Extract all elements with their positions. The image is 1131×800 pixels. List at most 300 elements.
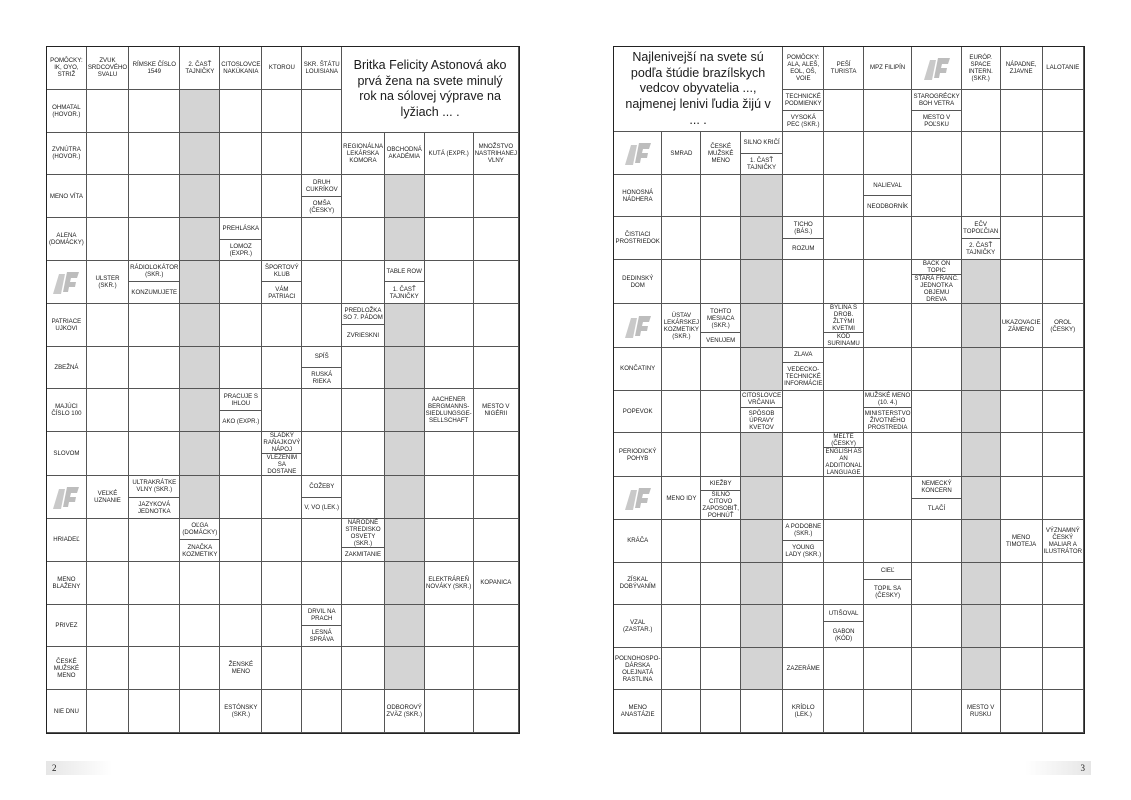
puzzle-logo-icon (614, 477, 662, 520)
answer-cell[interactable] (824, 563, 863, 606)
answer-cell[interactable] (824, 477, 863, 520)
answer-cell[interactable] (220, 175, 262, 218)
clue-top: TOHTO MESIACA (SKR.) (701, 304, 740, 333)
clue-top: RÁDIOLOKÁTOR (SKR.) (129, 261, 179, 282)
clue-bottom: V, VO (LEK.) (304, 504, 340, 512)
row-label: HRIADEĽ (47, 519, 87, 562)
answer-cell[interactable] (180, 647, 220, 690)
answer-cell[interactable] (425, 519, 474, 562)
split-clue-cell (342, 304, 385, 347)
answer-cell[interactable] (129, 175, 180, 218)
answer-cell[interactable] (87, 347, 129, 390)
answer-cell[interactable] (912, 217, 961, 260)
answer-cell[interactable] (1043, 391, 1084, 434)
answer-cell[interactable] (1043, 433, 1084, 477)
answer-cell[interactable] (1001, 690, 1043, 733)
shaded-cell[interactable] (180, 347, 220, 390)
answer-cell[interactable] (1043, 175, 1084, 218)
answer-cell[interactable] (474, 304, 519, 347)
answer-cell[interactable] (425, 690, 474, 733)
split-clue-cell (912, 477, 961, 520)
answer-cell[interactable] (474, 175, 519, 218)
shaded-cell[interactable] (741, 175, 783, 218)
answer-cell[interactable] (1001, 217, 1043, 260)
answer-cell[interactable] (262, 133, 302, 176)
answer-cell[interactable] (912, 348, 961, 391)
answer-cell[interactable] (824, 648, 863, 691)
answer-cell[interactable] (262, 647, 302, 690)
answer-cell[interactable] (783, 605, 824, 648)
answer-cell[interactable] (824, 690, 863, 733)
shaded-cell[interactable] (741, 605, 783, 648)
answer-cell[interactable] (741, 690, 783, 733)
answer-cell[interactable] (864, 648, 913, 691)
answer-cell[interactable] (912, 690, 961, 733)
clue-bottom: STARÁ FRANC. JEDNOTKA OBJEMU DREVA (914, 275, 959, 304)
shaded-cell[interactable] (385, 218, 425, 261)
answer-cell[interactable] (1043, 648, 1084, 691)
shaded-cell[interactable] (385, 347, 425, 390)
clue-top: ZLAVA (783, 348, 823, 363)
clue-top: NEMECKÝ KONCERN (912, 477, 960, 498)
answer-cell[interactable] (425, 261, 474, 304)
answer-cell[interactable] (824, 520, 863, 563)
answer-cell[interactable] (1043, 217, 1084, 260)
split-clue-cell (912, 260, 961, 304)
answer-cell[interactable] (824, 391, 863, 434)
answer-cell[interactable] (342, 261, 385, 304)
answer-cell[interactable] (87, 218, 129, 261)
answer-cell[interactable] (662, 648, 701, 691)
answer-cell[interactable] (824, 132, 863, 175)
answer-cell[interactable] (129, 347, 180, 390)
answer-cell[interactable] (342, 432, 385, 476)
answer-cell[interactable] (1043, 90, 1084, 133)
answer-cell[interactable] (129, 690, 180, 733)
clue-bottom: ENGLISH AS AN ADDITIONAL LANGUAGE (825, 448, 862, 477)
row-label: PERIODICKÝ POHYB (614, 433, 662, 477)
answer-cell[interactable] (783, 391, 824, 434)
answer-cell[interactable] (662, 391, 701, 434)
shaded-cell[interactable] (180, 133, 220, 176)
answer-cell[interactable] (129, 304, 180, 347)
answer-cell[interactable] (87, 175, 129, 218)
answer-cell[interactable] (262, 175, 302, 218)
answer-cell[interactable] (864, 605, 913, 648)
clue-cell: SMRAD (662, 132, 701, 175)
answer-cell[interactable] (180, 605, 220, 648)
shaded-cell[interactable] (962, 391, 1001, 434)
answer-cell[interactable] (87, 304, 129, 347)
clue-cell: AACHENER BERGMANNS-SIEDLUNGSGE-SELLSCHAFT (425, 389, 474, 432)
answer-cell[interactable] (220, 133, 262, 176)
answer-cell[interactable] (474, 432, 519, 476)
shaded-cell[interactable] (180, 175, 220, 218)
answer-cell[interactable] (180, 562, 220, 605)
clue-cell: MENO IDY (662, 477, 701, 520)
shaded-cell[interactable] (962, 563, 1001, 606)
answer-cell[interactable] (262, 476, 302, 519)
clue-bottom: MINISTERSTVO ŽIVOTNÉHO PROSTREDIA (864, 409, 911, 431)
answer-cell[interactable] (220, 304, 262, 347)
shaded-cell[interactable] (385, 175, 425, 218)
answer-cell[interactable] (342, 647, 385, 690)
answer-cell[interactable] (864, 520, 913, 563)
answer-cell[interactable] (220, 476, 262, 519)
answer-cell[interactable] (962, 90, 1001, 133)
answer-cell[interactable] (129, 519, 180, 562)
answer-cell[interactable] (87, 690, 129, 733)
clue-cell: KOPANICA (474, 562, 519, 605)
clue-top: ULTRAKRÁTKE VLNY (SKR.) (129, 476, 179, 497)
clue-bottom: 2. ČASŤ TAJNIČKY (966, 241, 996, 256)
answer-cell[interactable] (1001, 348, 1043, 391)
answer-cell[interactable] (912, 563, 961, 606)
shaded-cell[interactable] (741, 433, 783, 477)
row-label: SLOVOM (47, 432, 87, 476)
answer-cell[interactable] (262, 605, 302, 648)
answer-cell[interactable] (783, 260, 824, 304)
shaded-cell[interactable] (962, 605, 1001, 648)
answer-cell[interactable] (87, 647, 129, 690)
answer-cell[interactable] (87, 133, 129, 176)
answer-cell[interactable] (87, 432, 129, 476)
answer-cell[interactable] (425, 647, 474, 690)
answer-cell[interactable] (864, 433, 913, 477)
answer-cell[interactable] (342, 605, 385, 648)
answer-cell[interactable] (701, 433, 741, 477)
answer-cell[interactable] (1001, 175, 1043, 218)
answer-cell[interactable] (1043, 605, 1084, 648)
clue-top: NALIEVAL (864, 175, 912, 196)
clue-top: MEĽTE (ČESKY) (824, 433, 862, 448)
row-label: POPEVOK (614, 391, 662, 434)
answer-cell[interactable] (783, 477, 824, 520)
clue-bottom: KÓD SURINAMU (827, 333, 860, 348)
answer-cell[interactable] (1043, 348, 1084, 391)
clue-bottom: SPÔSOB ÚPRAVY KVETOV (748, 409, 775, 431)
shaded-cell[interactable] (385, 476, 425, 519)
answer-cell[interactable] (962, 132, 1001, 175)
split-clue-cell (180, 519, 220, 562)
split-clue-cell (912, 90, 961, 133)
answer-cell[interactable] (425, 476, 474, 519)
answer-cell[interactable] (701, 348, 741, 391)
answer-cell[interactable] (474, 690, 519, 733)
clue-top: TABLE ROW (385, 261, 424, 282)
answer-cell[interactable] (262, 519, 302, 562)
answer-cell[interactable] (302, 261, 342, 304)
clue-top: BACK ON TOPIC (912, 260, 960, 275)
clue-cell: OBCHODNÁ AKADÉMIA (385, 133, 425, 176)
answer-cell[interactable] (425, 605, 474, 648)
shaded-cell[interactable] (180, 476, 220, 519)
split-clue-cell (220, 218, 262, 261)
clue-bottom: ZVRIESKNI (346, 331, 380, 339)
split-clue-cell (864, 391, 913, 434)
split-clue-cell (220, 389, 262, 432)
answer-cell[interactable] (87, 519, 129, 562)
answer-cell[interactable] (220, 432, 262, 476)
answer-cell[interactable] (129, 90, 180, 133)
split-clue-cell (302, 605, 342, 648)
shaded-cell[interactable] (962, 520, 1001, 563)
split-clue-cell (302, 347, 342, 390)
answer-cell[interactable] (864, 690, 913, 733)
answer-cell[interactable] (662, 605, 701, 648)
answer-cell[interactable] (783, 132, 824, 175)
shaded-cell[interactable] (741, 563, 783, 606)
puzzle-logo-icon (912, 47, 961, 90)
answer-cell[interactable] (662, 348, 701, 391)
shaded-cell[interactable] (180, 261, 220, 304)
shaded-cell[interactable] (962, 477, 1001, 520)
answer-cell[interactable] (180, 690, 220, 733)
answer-cell[interactable] (701, 648, 741, 691)
clue-cell: PEŠÍ TURISTA (824, 47, 863, 90)
answer-cell[interactable] (129, 562, 180, 605)
shaded-cell[interactable] (385, 432, 425, 476)
shaded-cell[interactable] (741, 348, 783, 391)
answer-cell[interactable] (342, 389, 385, 432)
answer-cell[interactable] (662, 563, 701, 606)
answer-cell[interactable] (1001, 605, 1043, 648)
shaded-cell[interactable] (962, 433, 1001, 477)
answer-cell[interactable] (87, 562, 129, 605)
answer-cell[interactable] (302, 690, 342, 733)
answer-cell[interactable] (342, 218, 385, 261)
answer-cell[interactable] (342, 562, 385, 605)
answer-cell[interactable] (701, 391, 741, 434)
row-label: MENO VÍTA (47, 175, 87, 218)
clue-cell: MESTO V NIGÉRII (474, 389, 519, 432)
split-clue-cell (864, 175, 913, 218)
answer-cell[interactable] (425, 347, 474, 390)
answer-cell[interactable] (474, 218, 519, 261)
answer-cell[interactable] (1001, 433, 1043, 477)
answer-cell[interactable] (701, 217, 741, 260)
answer-cell[interactable] (342, 476, 385, 519)
answer-cell[interactable] (864, 217, 913, 260)
answer-cell[interactable] (912, 304, 961, 348)
answer-cell[interactable] (474, 605, 519, 648)
clue-bottom: VEDECKO-TECHNICKÉ INFORMÁCIE (784, 365, 823, 387)
clue-cell: POMÔCKY: ALA, ALEŠ, EOL, OŠ, VOIE (783, 47, 824, 90)
clue-cell: ELEKTRÁREŇ NOVÁKY (SKR.) (425, 562, 474, 605)
answer-cell[interactable] (864, 132, 913, 175)
answer-cell[interactable] (129, 605, 180, 648)
answer-cell[interactable] (962, 175, 1001, 218)
answer-cell[interactable] (783, 175, 824, 218)
answer-cell[interactable] (662, 690, 701, 733)
answer-cell[interactable] (302, 389, 342, 432)
row-label: KONČATINY (614, 348, 662, 391)
answer-cell[interactable] (1001, 648, 1043, 691)
answer-cell[interactable] (783, 304, 824, 348)
split-clue-cell (783, 217, 824, 260)
answer-cell[interactable] (1001, 90, 1043, 133)
answer-cell[interactable] (262, 304, 302, 347)
answer-cell[interactable] (220, 261, 262, 304)
shaded-cell[interactable] (741, 217, 783, 260)
answer-cell[interactable] (342, 175, 385, 218)
answer-cell[interactable] (342, 690, 385, 733)
shaded-cell[interactable] (741, 520, 783, 563)
answer-cell[interactable] (474, 261, 519, 304)
right-crossword-grid (613, 46, 1085, 734)
answer-cell[interactable] (1043, 132, 1084, 175)
answer-cell[interactable] (783, 563, 824, 606)
clue-top: ČOŽEBY (302, 476, 341, 497)
answer-cell[interactable] (220, 562, 262, 605)
shaded-cell[interactable] (180, 90, 220, 133)
answer-cell[interactable] (864, 304, 913, 348)
answer-cell[interactable] (220, 519, 262, 562)
shaded-cell[interactable] (741, 260, 783, 304)
answer-cell[interactable] (1043, 563, 1084, 606)
answer-cell[interactable] (129, 389, 180, 432)
answer-cell[interactable] (864, 260, 913, 304)
split-clue-cell (741, 132, 783, 175)
shaded-cell[interactable] (180, 432, 220, 476)
answer-cell[interactable] (129, 133, 180, 176)
answer-cell[interactable] (220, 90, 262, 133)
shaded-cell[interactable] (385, 647, 425, 690)
answer-cell[interactable] (864, 90, 913, 133)
shaded-cell[interactable] (385, 519, 425, 562)
answer-cell[interactable] (474, 519, 519, 562)
shaded-cell[interactable] (385, 304, 425, 347)
answer-cell[interactable] (662, 260, 701, 304)
answer-cell[interactable] (220, 605, 262, 648)
shaded-cell[interactable] (385, 605, 425, 648)
shaded-cell[interactable] (741, 477, 783, 520)
shaded-cell[interactable] (741, 304, 783, 348)
shaded-cell[interactable] (962, 260, 1001, 304)
answer-cell[interactable] (87, 90, 129, 133)
shaded-cell[interactable] (385, 389, 425, 432)
answer-cell[interactable] (425, 432, 474, 476)
shaded-cell[interactable] (180, 389, 220, 432)
answer-cell[interactable] (824, 90, 863, 133)
shaded-cell[interactable] (962, 304, 1001, 348)
answer-cell[interactable] (302, 90, 342, 133)
answer-cell[interactable] (129, 432, 180, 476)
answer-cell[interactable] (474, 476, 519, 519)
answer-cell[interactable] (912, 605, 961, 648)
answer-cell[interactable] (87, 389, 129, 432)
answer-cell[interactable] (1001, 563, 1043, 606)
answer-cell[interactable] (342, 347, 385, 390)
answer-cell[interactable] (474, 347, 519, 390)
answer-cell[interactable] (302, 647, 342, 690)
clue-bottom: NEODBORNÍK (867, 202, 909, 210)
answer-cell[interactable] (701, 563, 741, 606)
answer-cell[interactable] (701, 260, 741, 304)
answer-cell[interactable] (262, 389, 302, 432)
clue-cell: OROL (ČESKY) (1043, 304, 1084, 348)
answer-cell[interactable] (87, 605, 129, 648)
answer-cell[interactable] (262, 562, 302, 605)
answer-cell[interactable] (824, 217, 863, 260)
answer-cell[interactable] (425, 218, 474, 261)
answer-cell[interactable] (662, 433, 701, 477)
answer-cell[interactable] (1001, 260, 1043, 304)
answer-cell[interactable] (474, 647, 519, 690)
answer-cell[interactable] (425, 304, 474, 347)
answer-cell[interactable] (425, 175, 474, 218)
answer-cell[interactable] (864, 477, 913, 520)
shaded-cell[interactable] (962, 648, 1001, 691)
answer-cell[interactable] (824, 260, 863, 304)
answer-cell[interactable] (824, 175, 863, 218)
answer-cell[interactable] (912, 391, 961, 434)
answer-cell[interactable] (701, 605, 741, 648)
answer-cell[interactable] (912, 520, 961, 563)
row-label: ALENA (DOMÁCKY) (47, 218, 87, 261)
answer-cell[interactable] (220, 347, 262, 390)
answer-cell[interactable] (864, 348, 913, 391)
row-label: ZVNÚTRA (HOVOR.) (47, 133, 87, 176)
clue-bottom: JAZYKOVÁ JEDNOTKA (138, 500, 171, 515)
shaded-cell[interactable] (962, 348, 1001, 391)
answer-cell[interactable] (1001, 477, 1043, 520)
answer-cell[interactable] (302, 218, 342, 261)
answer-cell[interactable] (701, 520, 741, 563)
answer-cell[interactable] (1001, 391, 1043, 434)
answer-cell[interactable] (262, 690, 302, 733)
answer-cell[interactable] (129, 647, 180, 690)
answer-cell[interactable] (262, 347, 302, 390)
clue-cell: KUTÁ (EXPR.) (425, 133, 474, 176)
answer-cell[interactable] (302, 519, 342, 562)
shaded-cell[interactable] (180, 304, 220, 347)
answer-cell[interactable] (824, 348, 863, 391)
answer-cell[interactable] (662, 520, 701, 563)
answer-cell[interactable] (1043, 477, 1084, 520)
answer-cell[interactable] (662, 175, 701, 218)
answer-cell[interactable] (262, 218, 302, 261)
answer-cell[interactable] (302, 304, 342, 347)
answer-cell[interactable] (262, 90, 302, 133)
shaded-cell[interactable] (741, 648, 783, 691)
answer-cell[interactable] (912, 433, 961, 477)
split-clue-cell (824, 605, 863, 648)
answer-cell[interactable] (912, 175, 961, 218)
answer-cell[interactable] (1001, 132, 1043, 175)
answer-cell[interactable] (912, 648, 961, 691)
clue-cell: ESTÓNSKY (SKR.) (220, 690, 262, 733)
answer-cell[interactable] (129, 218, 180, 261)
split-clue-cell (864, 563, 913, 606)
answer-cell[interactable] (1043, 260, 1084, 304)
answer-cell[interactable] (701, 690, 741, 733)
answer-cell[interactable] (783, 433, 824, 477)
answer-cell[interactable] (662, 217, 701, 260)
clue-top: SLADKÝ RAŇAJKOVÝ NÁPOJ (263, 432, 301, 454)
row-label: VZAL (ZASTAR.) (614, 605, 662, 648)
shaded-cell[interactable] (385, 562, 425, 605)
clue-top: SILNO KRIČÍ (741, 132, 782, 153)
answer-cell[interactable] (1043, 690, 1084, 733)
clue-cell: MPZ FILIPÍN (864, 47, 913, 90)
answer-cell[interactable] (302, 133, 342, 176)
answer-cell[interactable] (912, 132, 961, 175)
shaded-cell[interactable] (180, 218, 220, 261)
answer-cell[interactable] (302, 432, 342, 476)
answer-cell[interactable] (701, 175, 741, 218)
answer-cell[interactable] (302, 562, 342, 605)
